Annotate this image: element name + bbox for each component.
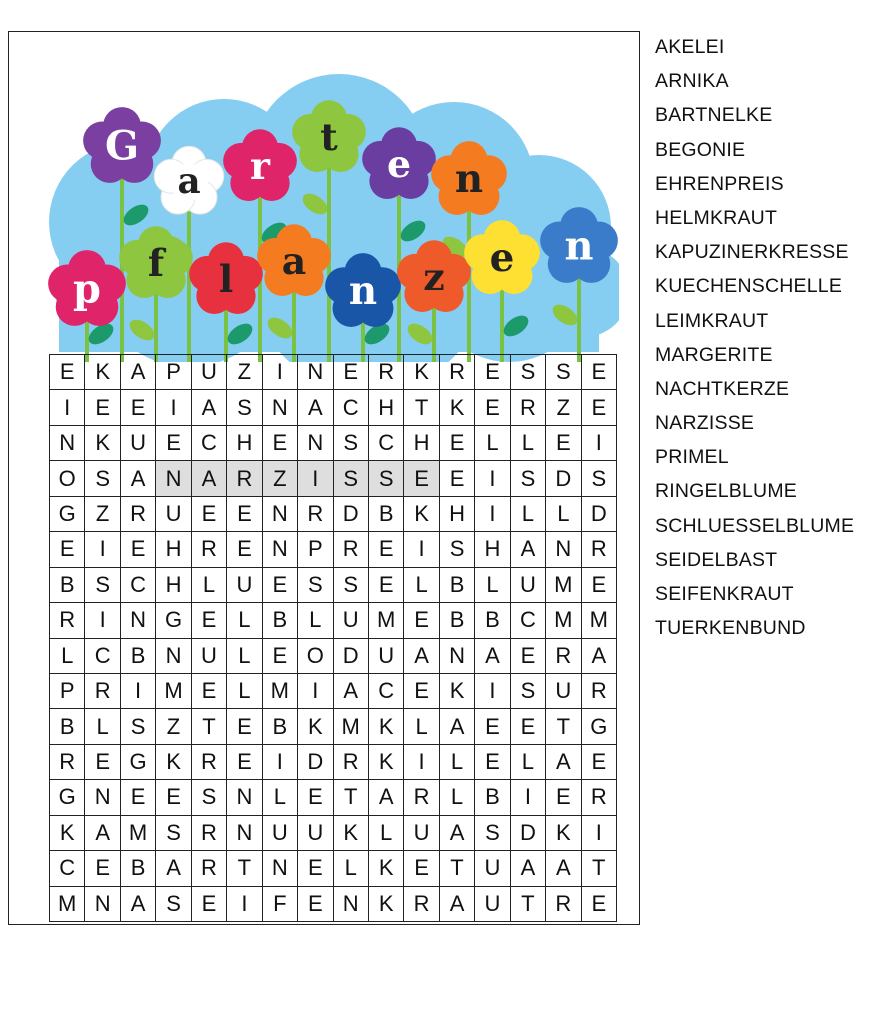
grid-cell[interactable]: E xyxy=(192,497,227,532)
grid-cell[interactable]: L xyxy=(192,568,227,603)
word-list-item: SEIFENKRAUT xyxy=(655,583,794,605)
grid-cell[interactable]: S xyxy=(475,816,510,851)
grid-cell[interactable]: R xyxy=(192,532,227,567)
grid-cell[interactable]: E xyxy=(85,851,120,886)
grid-cell[interactable]: H xyxy=(440,497,475,532)
grid-cell[interactable]: U xyxy=(156,497,191,532)
grid-cell[interactable]: S xyxy=(334,426,369,461)
grid-cell[interactable]: N xyxy=(546,532,581,567)
grid-cell[interactable]: M xyxy=(369,603,404,638)
title-letter: l xyxy=(218,256,234,301)
grid-cell[interactable]: N xyxy=(121,603,156,638)
grid-cell[interactable]: B xyxy=(121,851,156,886)
grid-cell[interactable]: A xyxy=(156,851,191,886)
word-list-item: NARZISSE xyxy=(655,412,755,435)
grid-cell[interactable]: E xyxy=(156,426,191,461)
grid-cell[interactable]: R xyxy=(192,745,227,780)
grid-cell[interactable]: T xyxy=(546,709,581,744)
grid-cell[interactable]: U xyxy=(121,426,156,461)
grid-cell[interactable]: I xyxy=(475,497,510,532)
title-letter: e xyxy=(386,141,412,186)
grid-cell-highlighted[interactable]: A xyxy=(192,461,227,496)
grid-cell[interactable]: H xyxy=(475,532,510,567)
grid-cell[interactable]: T xyxy=(227,851,262,886)
grid-cell[interactable]: R xyxy=(440,355,475,390)
grid-cell[interactable]: B xyxy=(263,603,298,638)
grid-cell[interactable]: R xyxy=(334,532,369,567)
grid-cell[interactable]: N xyxy=(156,639,191,674)
grid-cell[interactable]: A xyxy=(440,887,475,922)
grid-cell[interactable]: M xyxy=(263,674,298,709)
grid-cell[interactable]: A xyxy=(546,851,581,886)
grid-cell[interactable]: B xyxy=(440,568,475,603)
grid-cell[interactable]: A xyxy=(334,674,369,709)
grid-cell[interactable]: P xyxy=(298,532,333,567)
grid-cell[interactable]: I xyxy=(50,390,85,425)
grid-cell[interactable]: M xyxy=(334,709,369,744)
grid-cell[interactable]: K xyxy=(85,426,120,461)
grid-cell[interactable]: A xyxy=(121,887,156,922)
grid-cell[interactable]: H xyxy=(156,568,191,603)
grid-cell[interactable]: S xyxy=(85,461,120,496)
grid-cell[interactable]: N xyxy=(298,426,333,461)
grid-cell[interactable]: K xyxy=(334,816,369,851)
grid-cell[interactable]: I xyxy=(582,816,617,851)
grid-cell[interactable]: B xyxy=(121,639,156,674)
grid-cell[interactable]: L xyxy=(85,709,120,744)
grid-cell[interactable]: E xyxy=(582,568,617,603)
grid-cell[interactable]: M xyxy=(50,887,85,922)
grid-cell[interactable]: E xyxy=(156,780,191,815)
grid-cell[interactable]: R xyxy=(50,745,85,780)
grid-cell[interactable]: D xyxy=(546,461,581,496)
grid-cell[interactable]: R xyxy=(50,603,85,638)
grid-cell[interactable]: B xyxy=(50,568,85,603)
grid-cell[interactable]: E xyxy=(192,603,227,638)
grid-cell[interactable]: G xyxy=(121,745,156,780)
grid-cell[interactable]: I xyxy=(85,603,120,638)
grid-cell[interactable]: E xyxy=(227,497,262,532)
grid-cell[interactable]: C xyxy=(511,603,546,638)
letter-grid xyxy=(49,354,617,922)
word-list-item: KAPUZINERKRESSE xyxy=(655,241,849,264)
grid-cell[interactable]: E xyxy=(192,887,227,922)
title-letter: n xyxy=(454,157,484,203)
grid-cell[interactable]: A xyxy=(582,639,617,674)
grid-cell[interactable]: H xyxy=(369,390,404,425)
grid-cell[interactable]: R xyxy=(121,497,156,532)
grid-cell[interactable]: E xyxy=(121,780,156,815)
grid-cell[interactable]: S xyxy=(298,568,333,603)
grid-cell[interactable]: E xyxy=(334,355,369,390)
grid-cell[interactable]: D xyxy=(334,639,369,674)
grid-cell[interactable]: R xyxy=(546,639,581,674)
grid-cell[interactable]: O xyxy=(50,461,85,496)
grid-cell[interactable]: L xyxy=(475,426,510,461)
word-list-item: BARTNELKE xyxy=(655,104,773,127)
grid-cell[interactable]: H xyxy=(227,426,262,461)
grid-cell[interactable]: E xyxy=(298,851,333,886)
grid-cell[interactable]: C xyxy=(50,851,85,886)
word-list-item: PRIMEL xyxy=(655,446,729,469)
grid-cell[interactable]: U xyxy=(192,639,227,674)
grid-cell[interactable]: E xyxy=(475,355,510,390)
grid-cell[interactable]: L xyxy=(298,603,333,638)
grid-cell[interactable]: Z xyxy=(85,497,120,532)
grid-cell[interactable]: L xyxy=(511,426,546,461)
grid-cell[interactable]: U xyxy=(369,639,404,674)
grid-cell-highlighted[interactable]: S xyxy=(334,461,369,496)
grid-cell[interactable]: E xyxy=(50,532,85,567)
grid-cell[interactable]: S xyxy=(511,355,546,390)
grid-cell[interactable]: S xyxy=(511,461,546,496)
title-letter: n xyxy=(564,223,594,270)
title-letter: e xyxy=(489,236,515,282)
word-list-item: RINGELBLUME xyxy=(655,480,797,503)
grid-cell[interactable]: L xyxy=(227,639,262,674)
grid-cell[interactable]: U xyxy=(511,568,546,603)
grid-cell[interactable]: H xyxy=(156,532,191,567)
grid-cell[interactable]: E xyxy=(50,355,85,390)
grid-cell[interactable]: K xyxy=(298,709,333,744)
grid-cell[interactable]: I xyxy=(156,390,191,425)
grid-cell[interactable]: E xyxy=(192,674,227,709)
grid-cell[interactable]: E xyxy=(511,639,546,674)
grid-cell[interactable]: C xyxy=(85,639,120,674)
grid-cell[interactable]: R xyxy=(192,851,227,886)
grid-cell[interactable]: E xyxy=(582,887,617,922)
grid-cell[interactable]: Z xyxy=(227,355,262,390)
grid-cell[interactable]: K xyxy=(50,816,85,851)
grid-cell[interactable]: E xyxy=(546,426,581,461)
grid-cell[interactable]: N xyxy=(334,887,369,922)
grid-cell[interactable]: E xyxy=(546,780,581,815)
title-letter: r xyxy=(250,143,270,188)
grid-cell[interactable]: N xyxy=(263,532,298,567)
grid-cell[interactable]: M xyxy=(546,603,581,638)
grid-cell[interactable]: A xyxy=(85,816,120,851)
title-letter: f xyxy=(147,240,165,285)
grid-cell[interactable]: H xyxy=(404,426,439,461)
grid-cell[interactable]: I xyxy=(582,426,617,461)
grid-cell[interactable]: N xyxy=(263,497,298,532)
grid-cell[interactable]: U xyxy=(334,603,369,638)
grid-cell-highlighted[interactable]: Z xyxy=(263,461,298,496)
grid-cell[interactable]: T xyxy=(511,887,546,922)
grid-cell[interactable]: K xyxy=(546,816,581,851)
grid-cell[interactable]: I xyxy=(404,745,439,780)
grid-cell[interactable]: E xyxy=(404,603,439,638)
word-list-item: TUERKENBUND xyxy=(655,617,806,640)
grid-cell[interactable]: E xyxy=(475,709,510,744)
grid-cell[interactable]: K xyxy=(440,674,475,709)
word-list-item: SCHLUESSELBLUME xyxy=(655,514,855,537)
grid-cell[interactable]: S xyxy=(582,461,617,496)
grid-cell[interactable]: B xyxy=(369,497,404,532)
grid-cell[interactable]: M xyxy=(582,603,617,638)
grid-cell[interactable]: L xyxy=(511,497,546,532)
grid-cell[interactable]: N xyxy=(298,355,333,390)
grid-cell[interactable]: N xyxy=(85,780,120,815)
grid-cell[interactable]: N xyxy=(85,887,120,922)
word-list-item: NACHTKERZE xyxy=(655,377,790,400)
word-list-item: BEGONIE xyxy=(655,138,746,161)
grid-cell[interactable]: E xyxy=(404,674,439,709)
grid-cell[interactable]: R xyxy=(85,674,120,709)
grid-cell[interactable]: I xyxy=(475,461,510,496)
grid-cell[interactable]: U xyxy=(475,851,510,886)
grid-cell[interactable]: N xyxy=(263,851,298,886)
grid-cell-highlighted[interactable]: S xyxy=(369,461,404,496)
grid-cell[interactable]: S xyxy=(511,674,546,709)
grid-cell[interactable]: A xyxy=(511,851,546,886)
grid-cell[interactable]: I xyxy=(263,355,298,390)
grid-cell[interactable]: E xyxy=(263,639,298,674)
grid-cell[interactable]: S xyxy=(440,532,475,567)
grid-cell[interactable]: N xyxy=(227,816,262,851)
grid-cell[interactable]: E xyxy=(85,390,120,425)
title-banner xyxy=(39,72,619,362)
grid-cell-highlighted[interactable]: I xyxy=(298,461,333,496)
grid-cell[interactable]: C xyxy=(369,426,404,461)
grid-cell[interactable]: Z xyxy=(156,709,191,744)
grid-cell[interactable]: K xyxy=(85,355,120,390)
grid-cell[interactable]: K xyxy=(440,390,475,425)
grid-cell[interactable]: F xyxy=(263,887,298,922)
grid-cell[interactable]: S xyxy=(85,568,120,603)
word-list-item: AKELEI xyxy=(655,36,725,58)
grid-cell[interactable]: E xyxy=(582,390,617,425)
grid-cell[interactable]: R xyxy=(511,390,546,425)
grid-cell[interactable]: E xyxy=(121,390,156,425)
grid-cell[interactable]: U xyxy=(192,355,227,390)
grid-cell[interactable]: I xyxy=(511,780,546,815)
grid-cell[interactable]: L xyxy=(440,745,475,780)
grid-cell[interactable]: U xyxy=(298,816,333,851)
grid-cell[interactable]: S xyxy=(227,390,262,425)
grid-cell[interactable]: B xyxy=(475,603,510,638)
grid-cell[interactable]: L xyxy=(546,497,581,532)
grid-cell[interactable]: E xyxy=(404,851,439,886)
word-list xyxy=(655,34,854,649)
grid-cell[interactable]: E xyxy=(369,568,404,603)
grid-cell[interactable]: S xyxy=(156,887,191,922)
grid-cell[interactable]: U xyxy=(227,568,262,603)
grid-cell[interactable]: B xyxy=(440,603,475,638)
grid-cell[interactable]: R xyxy=(404,887,439,922)
grid-cell[interactable]: R xyxy=(334,745,369,780)
grid-cell[interactable]: L xyxy=(50,639,85,674)
title-letter: n xyxy=(348,269,378,315)
grid-cell[interactable]: M xyxy=(156,674,191,709)
grid-cell[interactable]: K xyxy=(404,497,439,532)
grid-cell[interactable]: K xyxy=(404,355,439,390)
grid-cell[interactable]: L xyxy=(440,780,475,815)
grid-cell[interactable]: A xyxy=(475,639,510,674)
grid-cell[interactable]: R xyxy=(582,780,617,815)
title-letter: a xyxy=(281,238,307,283)
grid-cell[interactable]: B xyxy=(475,780,510,815)
grid-cell[interactable]: U xyxy=(263,816,298,851)
grid-cell[interactable]: C xyxy=(334,390,369,425)
grid-cell[interactable]: I xyxy=(475,674,510,709)
grid-cell[interactable]: O xyxy=(298,639,333,674)
grid-cell[interactable]: G xyxy=(156,603,191,638)
grid-cell[interactable]: N xyxy=(440,639,475,674)
word-list-item: KUECHENSCHELLE xyxy=(655,275,843,298)
word-list-item: ARNIKA xyxy=(655,70,729,93)
grid-cell[interactable]: L xyxy=(263,780,298,815)
grid-cell[interactable]: N xyxy=(50,426,85,461)
title-letter: z xyxy=(423,254,445,299)
grid-cell[interactable]: L xyxy=(511,745,546,780)
word-list-item: LEIMKRAUT xyxy=(655,309,769,332)
grid-cell[interactable]: S xyxy=(156,816,191,851)
grid-cell[interactable]: A xyxy=(192,390,227,425)
grid-cell[interactable]: I xyxy=(404,532,439,567)
grid-cell[interactable]: K xyxy=(369,851,404,886)
grid-cell[interactable]: P xyxy=(50,674,85,709)
grid-cell[interactable]: Z xyxy=(546,390,581,425)
grid-cell[interactable]: E xyxy=(511,709,546,744)
grid-cell[interactable]: E xyxy=(227,709,262,744)
grid-cell[interactable]: K xyxy=(369,887,404,922)
grid-cell[interactable]: T xyxy=(192,709,227,744)
grid-cell[interactable]: G xyxy=(582,709,617,744)
grid-cell[interactable]: E xyxy=(440,426,475,461)
puzzle-sheet xyxy=(8,31,640,925)
grid-cell[interactable]: A xyxy=(121,355,156,390)
grid-cell[interactable]: E xyxy=(582,355,617,390)
grid-cell[interactable]: R xyxy=(546,887,581,922)
grid-cell[interactable]: A xyxy=(121,461,156,496)
grid-cell[interactable]: B xyxy=(263,709,298,744)
grid-cell[interactable]: L xyxy=(369,816,404,851)
grid-cell[interactable]: E xyxy=(85,745,120,780)
grid-cell[interactable]: E xyxy=(369,532,404,567)
grid-cell[interactable]: E xyxy=(475,745,510,780)
grid-cell[interactable]: E xyxy=(263,568,298,603)
grid-cell[interactable]: B xyxy=(50,709,85,744)
grid-cell[interactable]: R xyxy=(369,355,404,390)
grid-cell[interactable]: E xyxy=(227,745,262,780)
grid-cell[interactable]: A xyxy=(440,709,475,744)
grid-cell[interactable]: E xyxy=(298,887,333,922)
grid-cell[interactable]: S xyxy=(192,780,227,815)
word-list-item: HELMKRAUT xyxy=(655,206,778,229)
grid-cell[interactable]: L xyxy=(404,709,439,744)
grid-cell[interactable]: G xyxy=(50,780,85,815)
grid-cell[interactable]: A xyxy=(404,639,439,674)
grid-cell[interactable]: I xyxy=(263,745,298,780)
grid-cell[interactable]: I xyxy=(227,887,262,922)
grid-cell[interactable]: E xyxy=(298,780,333,815)
grid-cell[interactable]: I xyxy=(85,532,120,567)
grid-cell-highlighted[interactable]: E xyxy=(404,461,439,496)
grid-cell[interactable]: E xyxy=(227,532,262,567)
grid-cell[interactable]: T xyxy=(440,851,475,886)
title-letter: G xyxy=(104,123,140,170)
grid-cell[interactable]: R xyxy=(298,497,333,532)
grid-cell-highlighted[interactable]: R xyxy=(227,461,262,496)
grid-cell[interactable]: D xyxy=(298,745,333,780)
grid-cell[interactable]: A xyxy=(369,780,404,815)
title-letter: p xyxy=(73,266,101,313)
title-letter: t xyxy=(320,114,338,159)
grid-cell[interactable]: N xyxy=(263,390,298,425)
grid-cell[interactable]: P xyxy=(156,355,191,390)
grid-cell[interactable]: R xyxy=(192,816,227,851)
grid-cell[interactable]: K xyxy=(369,745,404,780)
grid-cell[interactable]: A xyxy=(511,532,546,567)
grid-cell[interactable]: D xyxy=(334,497,369,532)
grid-cell[interactable]: D xyxy=(582,497,617,532)
grid-cell[interactable]: T xyxy=(334,780,369,815)
grid-cell[interactable]: E xyxy=(440,461,475,496)
grid-cell[interactable]: L xyxy=(475,568,510,603)
grid-cell[interactable]: E xyxy=(475,390,510,425)
word-list-item: MARGERITE xyxy=(655,343,773,366)
grid-cell[interactable]: L xyxy=(227,603,262,638)
grid-cell[interactable]: A xyxy=(298,390,333,425)
grid-cell[interactable]: G xyxy=(50,497,85,532)
grid-cell-highlighted[interactable]: N xyxy=(156,461,191,496)
grid-cell[interactable]: R xyxy=(582,674,617,709)
grid-cell[interactable]: D xyxy=(511,816,546,851)
grid-cell[interactable]: L xyxy=(334,851,369,886)
word-list-item: EHRENPREIS xyxy=(655,172,784,195)
grid-cell[interactable]: A xyxy=(440,816,475,851)
grid-cell[interactable]: E xyxy=(121,532,156,567)
grid-cell[interactable]: U xyxy=(546,674,581,709)
grid-cell[interactable]: L xyxy=(227,674,262,709)
grid-cell[interactable]: S xyxy=(546,355,581,390)
grid-cell[interactable]: L xyxy=(404,568,439,603)
grid-cell[interactable]: T xyxy=(582,851,617,886)
grid-cell[interactable]: M xyxy=(546,568,581,603)
grid-cell[interactable]: A xyxy=(546,745,581,780)
title-letter: a xyxy=(177,160,201,203)
grid-cell[interactable]: T xyxy=(404,390,439,425)
grid-cell[interactable]: C xyxy=(121,568,156,603)
grid-cell[interactable]: I xyxy=(298,674,333,709)
grid-cell[interactable]: E xyxy=(582,745,617,780)
grid-cell[interactable]: E xyxy=(263,426,298,461)
grid-cell[interactable]: C xyxy=(192,426,227,461)
grid-cell[interactable]: K xyxy=(156,745,191,780)
grid-cell[interactable]: U xyxy=(404,816,439,851)
grid-cell[interactable]: R xyxy=(582,532,617,567)
grid-cell[interactable]: K xyxy=(369,709,404,744)
grid-cell[interactable]: I xyxy=(121,674,156,709)
word-list-item: SEIDELBAST xyxy=(655,548,778,571)
grid-cell[interactable]: C xyxy=(369,674,404,709)
grid-cell[interactable]: S xyxy=(334,568,369,603)
grid-cell[interactable]: U xyxy=(475,887,510,922)
grid-cell[interactable]: N xyxy=(227,780,262,815)
grid-cell[interactable]: S xyxy=(121,709,156,744)
grid-cell[interactable]: R xyxy=(404,780,439,815)
grid-cell[interactable]: M xyxy=(121,816,156,851)
